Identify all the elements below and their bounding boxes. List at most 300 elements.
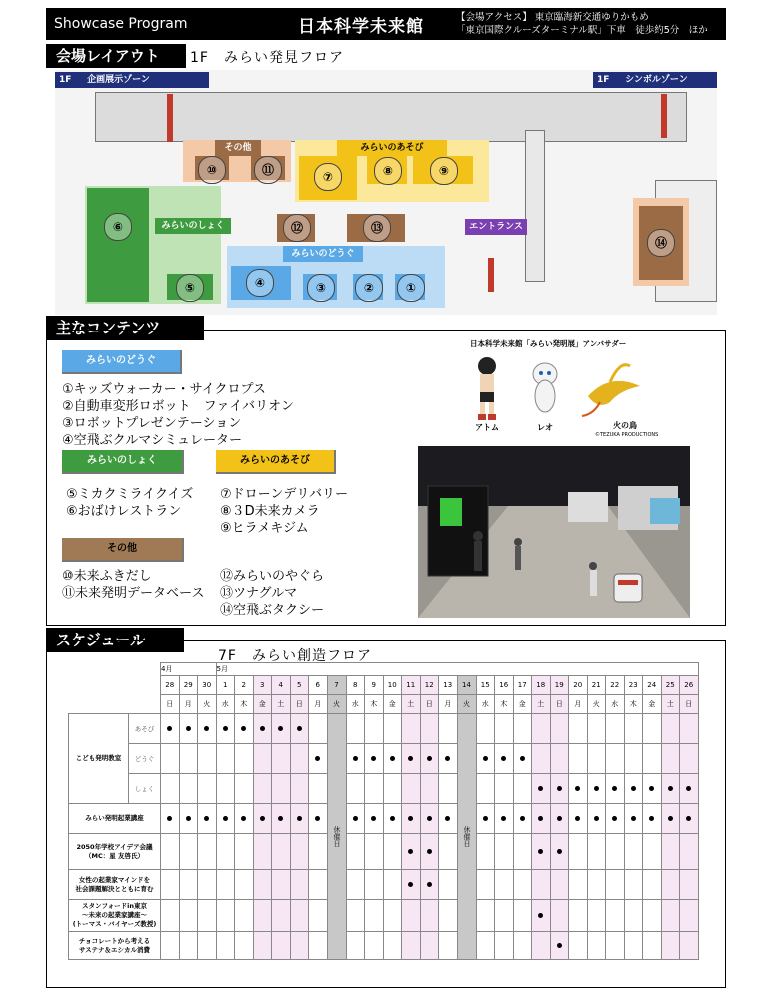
map-banner-right-label: シンボルゾーン (625, 75, 688, 85)
schedule-cell (161, 870, 180, 900)
schedule-cell (606, 932, 625, 960)
schedule-cell (495, 834, 514, 870)
schedule-cell (216, 744, 235, 774)
weekday-cell: 日 (680, 695, 699, 714)
schedule-cell (569, 804, 588, 834)
map-num-7: ⑦ (314, 163, 342, 191)
section-heading-contents: 主なコンテンツ (46, 316, 204, 340)
schedule-cell (309, 714, 328, 744)
schedule-cell (253, 804, 272, 834)
weekday-cell: 日 (550, 695, 569, 714)
schedule-cell (179, 870, 198, 900)
schedule-cell (198, 714, 217, 744)
category-shoku: みらいのしょく (62, 450, 184, 474)
other-item-14: ⑭空飛ぶタクシー (220, 603, 325, 618)
schedule-cell (383, 900, 402, 932)
weekday-cell: 土 (272, 695, 291, 714)
date-cell: 7 (327, 676, 346, 695)
map-arrow-entrance (488, 258, 494, 292)
event-dot (297, 816, 302, 821)
schedule-cell (420, 834, 439, 870)
asobi-item-7: ⑦ドローンデリバリー (220, 487, 349, 502)
event-dot (483, 756, 488, 761)
schedule-cell (606, 714, 625, 744)
ambassador-title: 日本科学未来館「みらい発明展」アンバサダー (470, 339, 627, 348)
schedule-cell (161, 932, 180, 960)
asobi-item-8: ⑧３D未来カメラ (220, 504, 320, 519)
event-dot (241, 816, 246, 821)
schedule-row (69, 870, 699, 900)
schedule-cell (624, 834, 643, 870)
schedule-cell (161, 900, 180, 932)
schedule-cell (532, 714, 551, 744)
schedule-cell (550, 714, 569, 744)
date-cell: 12 (420, 676, 439, 695)
event-dot (557, 816, 562, 821)
date-cell: 30 (198, 676, 217, 695)
event-dot (408, 882, 413, 887)
schedule-cell (624, 804, 643, 834)
schedule-weekday-row (69, 695, 699, 714)
schedule-cell (346, 744, 365, 774)
schedule-cell (550, 744, 569, 774)
shoku-item-5: ⑤ミカクミライクイズ (66, 487, 194, 502)
date-cell: 9 (365, 676, 384, 695)
access-line-2: 「東京国際クルーズターミナル駅」下車 徒歩約5分 ほか (456, 25, 708, 36)
weekday-cell: 木 (624, 695, 643, 714)
event-dot (186, 726, 191, 731)
event-dot (204, 726, 209, 731)
schedule-cell (161, 834, 180, 870)
schedule-cell (587, 932, 606, 960)
schedule-cell (290, 804, 309, 834)
schedule-cell (661, 870, 680, 900)
schedule-cell (272, 870, 291, 900)
weekday-cell: 火 (587, 695, 606, 714)
schedule-cell (365, 774, 384, 804)
schedule-cell (476, 834, 495, 870)
schedule-cell (550, 900, 569, 932)
weekday-cell: 月 (569, 695, 588, 714)
schedule-cell (402, 932, 421, 960)
date-cell: 26 (680, 676, 699, 695)
schedule-cell (216, 804, 235, 834)
schedule-cell (235, 834, 254, 870)
event-dot (538, 913, 543, 918)
map-banner-left-floor: 1F (59, 75, 72, 85)
schedule-cell (513, 834, 532, 870)
schedule-cell (235, 744, 254, 774)
schedule-cell (216, 900, 235, 932)
access-line-1: 【会場アクセス】 東京臨海新交通ゆりかもめ (456, 12, 649, 23)
weekday-cell: 金 (643, 695, 662, 714)
event-dot (408, 756, 413, 761)
map-banner-left-label: 企画展示ゾーン (87, 75, 150, 85)
schedule-cell (179, 804, 198, 834)
schedule-cell (290, 900, 309, 932)
date-cell: 22 (606, 676, 625, 695)
schedule-cell (290, 870, 309, 900)
zone-shoku-label: みらいのしょく (155, 218, 231, 234)
event-label: 2050年学校アイデア会議 （MC：星 友啓氏） (69, 834, 161, 870)
schedule-cell (569, 744, 588, 774)
schedule-cell (290, 932, 309, 960)
schedule-cell (439, 714, 458, 744)
map-num-1: ① (397, 274, 425, 302)
date-cell: 21 (587, 676, 606, 695)
schedule-cell (235, 714, 254, 744)
schedule-cell (495, 900, 514, 932)
schedule-cell (476, 804, 495, 834)
event-label-kodomo: こども発明教室 (69, 714, 129, 804)
event-dot (390, 816, 395, 821)
schedule-cell (198, 834, 217, 870)
schedule-cell (309, 774, 328, 804)
schedule-cell (365, 870, 384, 900)
map-wall-column (525, 130, 545, 282)
schedule-cell (383, 932, 402, 960)
schedule-cell (476, 774, 495, 804)
zone-other-label: その他 (215, 140, 261, 156)
event-dot (297, 726, 302, 731)
schedule-cell (680, 804, 699, 834)
map-banner-right (593, 72, 717, 88)
schedule-row (69, 744, 699, 774)
section-heading-schedule: スケジュール (46, 628, 184, 652)
schedule-cell (309, 932, 328, 960)
map-num-10: ⑩ (198, 156, 226, 184)
schedule-cell (643, 834, 662, 870)
schedule-cell (383, 870, 402, 900)
weekday-cell: 木 (495, 695, 514, 714)
category-other: その他 (62, 538, 184, 562)
schedule-cell (624, 744, 643, 774)
access-info (456, 11, 708, 37)
other-item-11: ⑪未来発明データベース (62, 586, 205, 601)
map-num-12: ⑫ (283, 214, 311, 242)
date-cell: 5 (290, 676, 309, 695)
schedule-cell (402, 804, 421, 834)
schedule-cell (439, 870, 458, 900)
schedule-cell (253, 714, 272, 744)
weekday-cell: 火 (198, 695, 217, 714)
schedule-cell (513, 900, 532, 932)
schedule-cell (179, 932, 198, 960)
event-dot (241, 726, 246, 731)
schedule-cell (402, 834, 421, 870)
schedule-cell (439, 834, 458, 870)
schedule-cell (309, 834, 328, 870)
event-dot (278, 726, 283, 731)
schedule-cell (235, 932, 254, 960)
schedule-cell (272, 774, 291, 804)
closed-day-cell (327, 714, 346, 960)
schedule-cell (216, 932, 235, 960)
date-cell: 6 (309, 676, 328, 695)
schedule-cell (235, 870, 254, 900)
schedule-cell (532, 900, 551, 932)
date-cell: 10 (383, 676, 402, 695)
event-dot (520, 816, 525, 821)
schedule-cell (476, 744, 495, 774)
weekday-cell: 日 (161, 695, 180, 714)
event-dot (223, 726, 228, 731)
dougu-item-4: ④空飛ぶクルマシミュレーター (62, 433, 243, 448)
event-dot (427, 849, 432, 854)
event-dot (390, 756, 395, 761)
event-dot (686, 786, 691, 791)
map-num-9: ⑨ (430, 157, 458, 185)
schedule-cell (495, 714, 514, 744)
schedule-cell (383, 744, 402, 774)
weekday-cell: 日 (290, 695, 309, 714)
event-dot (612, 786, 617, 791)
schedule-cell (309, 804, 328, 834)
program-title: Showcase Program (54, 16, 188, 32)
schedule-cell (661, 774, 680, 804)
date-cell: 17 (513, 676, 532, 695)
schedule-cell (420, 774, 439, 804)
event-sublabel: どうぐ (129, 744, 161, 774)
schedule-cell (680, 900, 699, 932)
map-num-5: ⑤ (176, 274, 204, 302)
schedule-cell (420, 870, 439, 900)
schedule-cell (420, 900, 439, 932)
schedule-cell (476, 714, 495, 744)
schedule-cell (680, 834, 699, 870)
schedule-cell (439, 900, 458, 932)
schedule-cell (513, 774, 532, 804)
schedule-cell (643, 900, 662, 932)
schedule-cell (346, 774, 365, 804)
schedule-cell (643, 870, 662, 900)
event-dot (538, 849, 543, 854)
event-dot (631, 786, 636, 791)
event-sublabel: しょく (129, 774, 161, 804)
schedule-cell (346, 714, 365, 744)
schedule-cell (550, 774, 569, 804)
other-item-13: ⑬ツナグルマ (220, 586, 298, 601)
schedule-cell (290, 774, 309, 804)
date-cell: 20 (569, 676, 588, 695)
map-num-13: ⑬ (363, 214, 391, 242)
schedule-cell (495, 774, 514, 804)
event-dot (427, 882, 432, 887)
schedule-date-row (69, 676, 699, 695)
schedule-cell (513, 932, 532, 960)
date-cell: 8 (346, 676, 365, 695)
schedule-cell (587, 804, 606, 834)
schedule-cell (346, 834, 365, 870)
schedule-cell (643, 804, 662, 834)
schedule-cell (346, 932, 365, 960)
schedule-cell (569, 834, 588, 870)
weekday-cell: 土 (532, 695, 551, 714)
map-wall-top (95, 92, 687, 142)
date-cell: 13 (439, 676, 458, 695)
event-dot (445, 816, 450, 821)
dougu-item-1: ①キッズウォーカー・サイクロプス (62, 382, 266, 397)
schedule-cell (680, 714, 699, 744)
schedule-cell (661, 804, 680, 834)
schedule-cell (272, 804, 291, 834)
event-dot (501, 756, 506, 761)
event-dot (371, 816, 376, 821)
schedule-cell (235, 900, 254, 932)
weekday-cell: 木 (235, 695, 254, 714)
schedule-cell (587, 900, 606, 932)
venue-photo (418, 446, 690, 618)
schedule-cell (420, 932, 439, 960)
schedule-cell (643, 744, 662, 774)
schedule-cell (216, 774, 235, 804)
schedule-cell (402, 714, 421, 744)
weekday-cell: 月 (439, 695, 458, 714)
schedule-cell (198, 932, 217, 960)
schedule-cell (309, 900, 328, 932)
event-dot (445, 756, 450, 761)
schedule-cell (606, 834, 625, 870)
schedule-cell (179, 744, 198, 774)
map-num-14: ⑭ (647, 229, 675, 257)
event-dot (483, 816, 488, 821)
event-dot (167, 726, 172, 731)
schedule-cell (402, 774, 421, 804)
map-num-6: ⑥ (104, 213, 132, 241)
schedule-cell (383, 834, 402, 870)
schedule-cell (402, 744, 421, 774)
schedule-cell (476, 900, 495, 932)
event-dot (520, 756, 525, 761)
schedule-cell (550, 804, 569, 834)
schedule-cell (365, 932, 384, 960)
weekday-cell: 火 (457, 695, 476, 714)
map-arrow-left (167, 94, 173, 142)
zone-asobi-label: みらいのあそび (337, 140, 447, 156)
event-dot (353, 816, 358, 821)
date-cell: 14 (457, 676, 476, 695)
schedule-cell (569, 932, 588, 960)
schedule-cell (420, 804, 439, 834)
schedule-cell (495, 870, 514, 900)
date-cell: 28 (161, 676, 180, 695)
schedule-cell (587, 774, 606, 804)
date-cell: 24 (643, 676, 662, 695)
other-item-12: ⑫みらいのやぐら (220, 569, 325, 584)
schedule-cell (402, 900, 421, 932)
event-dot (427, 816, 432, 821)
schedule-cell (253, 834, 272, 870)
event-dot (557, 786, 562, 791)
schedule-cell (290, 744, 309, 774)
schedule-cell (253, 774, 272, 804)
event-dot (594, 786, 599, 791)
map-num-3: ③ (307, 274, 335, 302)
ambassador-illustration (470, 352, 660, 424)
date-cell: 16 (495, 676, 514, 695)
schedule-cell (569, 870, 588, 900)
schedule-row (69, 834, 699, 870)
event-dot (538, 816, 543, 821)
schedule-cell (532, 834, 551, 870)
schedule-cell (624, 714, 643, 744)
event-dot (204, 816, 209, 821)
schedule-cell (420, 714, 439, 744)
event-dot (668, 816, 673, 821)
schedule-month-row (69, 663, 699, 676)
event-dot (260, 726, 265, 731)
schedule-cell (495, 804, 514, 834)
schedule-cell (216, 834, 235, 870)
event-dot (575, 816, 580, 821)
schedule-cell (661, 714, 680, 744)
schedule-cell (606, 744, 625, 774)
schedule-cell (272, 834, 291, 870)
event-dot (223, 816, 228, 821)
schedule-cell (290, 834, 309, 870)
event-dot (501, 816, 506, 821)
schedule-cell (643, 714, 662, 744)
booth-6 (87, 188, 149, 302)
schedule-cell (550, 834, 569, 870)
schedule-cell (235, 804, 254, 834)
event-dot (371, 756, 376, 761)
date-cell: 29 (179, 676, 198, 695)
schedule-cell (624, 932, 643, 960)
schedule-cell (346, 804, 365, 834)
event-label: チョコレートから考える サステナ＆エシカル消費 (69, 932, 161, 960)
schedule-cell (569, 900, 588, 932)
category-asobi: みらいのあそび (216, 450, 336, 474)
closed-day-cell (457, 714, 476, 960)
closed-day-label: 休催日 (463, 826, 471, 847)
date-cell: 2 (235, 676, 254, 695)
schedule-cell (513, 804, 532, 834)
schedule-cell (661, 900, 680, 932)
schedule-cell (365, 900, 384, 932)
event-dot (315, 816, 320, 821)
weekday-cell: 水 (606, 695, 625, 714)
weekday-cell: 月 (179, 695, 198, 714)
event-dot (686, 816, 691, 821)
schedule-cell (253, 744, 272, 774)
schedule-cell (495, 744, 514, 774)
schedule-cell (680, 932, 699, 960)
schedule-cell (346, 900, 365, 932)
schedule-cell (290, 714, 309, 744)
schedule-cell (587, 714, 606, 744)
date-cell: 4 (272, 676, 291, 695)
schedule-cell (235, 774, 254, 804)
date-cell: 19 (550, 676, 569, 695)
event-sublabel: あそび (129, 714, 161, 744)
schedule-cell (643, 932, 662, 960)
event-label: みらい発明起業講座 (69, 804, 161, 834)
schedule-cell (532, 932, 551, 960)
schedule-corner (69, 663, 161, 714)
schedule-cell (198, 870, 217, 900)
asobi-item-9: ⑨ヒラメキジム (220, 521, 309, 536)
date-cell: 1 (216, 676, 235, 695)
schedule-cell (309, 744, 328, 774)
event-dot (649, 816, 654, 821)
schedule-cell (569, 714, 588, 744)
weekday-cell: 火 (327, 695, 346, 714)
schedule-cell (606, 804, 625, 834)
schedule-cell (439, 774, 458, 804)
venue-name: 日本科学未来館 (298, 17, 424, 37)
schedule-cell (439, 932, 458, 960)
